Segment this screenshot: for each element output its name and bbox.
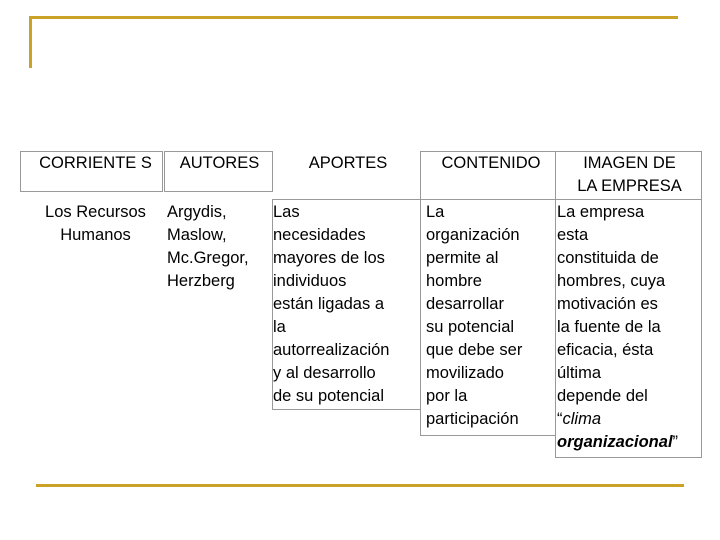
header-contenido: CONTENIDO xyxy=(441,154,541,172)
bottom-gold-rule xyxy=(36,484,684,487)
cell-corriente: Los Recursos Humanos xyxy=(45,203,146,244)
cell-imagen xyxy=(557,201,702,454)
organizacional-text: organizacional xyxy=(557,433,673,451)
cell-autores: Argydis, Maslow, Mc.Gregor, Herzberg xyxy=(167,203,249,290)
header-corriente: CORRIENTE S xyxy=(39,154,152,172)
header-aportes: APORTES xyxy=(308,154,388,172)
header-autores: AUTORES xyxy=(179,154,260,172)
quote-close: ” xyxy=(672,433,679,451)
clima-text: clima xyxy=(562,410,602,428)
header-imagen: IMAGEN DE LA EMPRESA xyxy=(577,154,682,195)
quote-open: “ xyxy=(557,410,563,428)
cell-aportes: Las necesidades mayores de los individuos están ligadas a la autorrealización y al desarrollo de su potencial xyxy=(273,203,390,405)
cell-contenido: La organización permite al hombre desarrollar su potencial que debe ser movilizado por la participación xyxy=(426,203,523,428)
top-gold-rule xyxy=(29,16,678,19)
left-gold-rule xyxy=(29,16,32,68)
cell-imagen-text: La empresa esta constituida de hombres, cuya motivación es la fuente de la eficacia, ésta última depende del xyxy=(557,203,666,405)
